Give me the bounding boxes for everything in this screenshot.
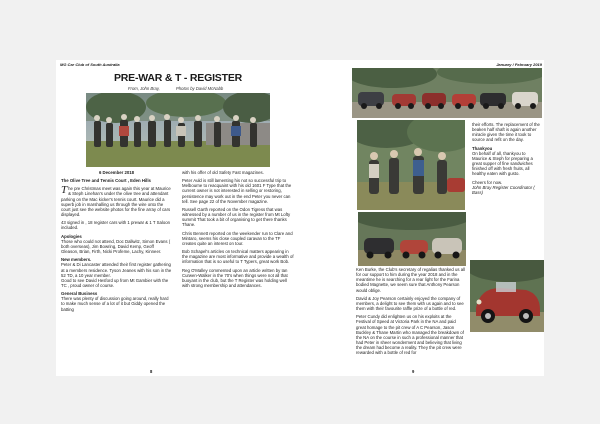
bob-schapel-text: Bob Schapel's articles on technical matters appearing in the magazine are most informative and provide a wealth of information that is so useful to T Typers, great work Bob.	[182, 249, 294, 265]
peter-auld-text: Peter Auld is still lamenting his not so successful trip to Melbourne to reacquaint with his old 1601 F Type that the current owner is not interested in selling or restoring, persistence may work out in the end Peter you never can tell. See page 22 of the November magazine.	[182, 178, 292, 204]
meeting-date: 6 December 2018	[98, 170, 135, 175]
david-joy-pearson-text: David & Joy Pearson certainly enjoyed the company of members, a delight to see them with us again and to see them with their favourite raffle prize of a bottle of red.	[356, 295, 464, 312]
page-number-left: 8	[150, 369, 153, 374]
page-number-right: 9	[412, 369, 415, 374]
members-chatting-photo	[357, 120, 465, 210]
peter-cundy-text: Peter Cundy did enlighten us on his exploits at the Festival of Speed at Victoria Park in the NA and paid great homage to the pit crew of A C Pearson, Jason Buckley & Thane Martin who managed the breakdown of the NA on the course in such a professional manner that had Peter in sheer wonderment and believing that living the dream had become a reality. They the pit crew were rewarded with a bottle of red for	[356, 314, 464, 356]
left-page	[56, 60, 300, 376]
intro-paragraph	[61, 186, 172, 217]
general-business-text: There was plenty of discussion going around, really hard to make much sense of a lot of it but Giddy opened the batting	[61, 296, 169, 312]
apologies-text: Those who could not attend, Doc Dallwitz, Simon Evans ( both overseas), Jim Bowring, David Kemp, Geoff Gleason, Brian, Firth, Nicki Profeme, Lachy, Kinneer.	[61, 238, 171, 255]
general-business-heading: General Business	[61, 291, 98, 297]
cars-under-trees-photo	[358, 212, 466, 266]
right-bottom-column	[356, 267, 466, 359]
photo-credit: Photos by David McNabb	[176, 86, 224, 91]
article-title: PRE-WAR & T - REGISTER	[113, 72, 243, 84]
half-shaft-text: their efforts. The replacement of the beaken half shaft is again another miracle given the time it took to source and refit on the day.	[472, 122, 540, 143]
right-page	[300, 60, 544, 376]
magazines-text: with his offer of old Safety Fast magazines.	[182, 170, 264, 175]
thankyou-heading: Thankyou	[472, 145, 493, 151]
welcome-back-text: Good to see David Hesford up from Mt Gambier with the TC , proud owner of course.	[61, 277, 169, 288]
author-credit: From, John Bray,	[128, 86, 160, 91]
red-vintage-car-photo	[470, 260, 544, 332]
meeting-group-photo	[86, 93, 270, 167]
left-column-2	[182, 170, 294, 291]
cheers-text: Cheers for now.	[472, 179, 503, 185]
signature-text: John Bray Register Coordinator ( Bass)	[472, 184, 535, 195]
ken-burke-text: Ken Burke, the Club's secretary of regalias thanked us all for our support to him during the year 2018 and in the meantime he is searching for a rear light for the Farina bodied Magnette, we seem sure that Anthony Pearson would oblige.	[356, 267, 466, 293]
attendance-text: 43 signed in , 18 register cars with 1 prewar & 1 T Saloon included.	[61, 220, 170, 231]
meeting-venue: The Olive Tree and Tennis Court , Eden Hills	[61, 178, 151, 184]
thankyou-text: On behalf of all, thankyou to Maurice & Steph for preparing a great supper of fine sandwiches finished off with fresh fruits, all healthy eaten with gusto.	[472, 150, 533, 177]
drop-cap: T	[61, 184, 68, 197]
new-members-heading: New members.	[61, 257, 92, 263]
chris-bennett-text: Chris Bennett reported on the weekender run to Clare and Mintaro, seems his close coupled caravan to the TF creates quite an interest on tour.	[182, 230, 293, 246]
apologies-heading: Apologies	[61, 233, 82, 239]
issue-date-header: January / February 2019	[496, 62, 542, 67]
russell-garth-text: Russell Garth reported on the Odon Tigress that was witnessed by a number of us in the register from Mt Lofty summit That took a bit of organising to get there thanks Thane.	[182, 206, 291, 228]
cars-parked-photo	[352, 68, 542, 118]
reg-omalley-text: Reg O'Malley commented upon an article written by Ian Curwen-Walker in the 70's when things were not all that buoyant in the club, but the T Register was holding well with strong membership and attendances.	[182, 267, 288, 288]
club-header: MG Car Club of South Australia	[60, 62, 120, 67]
new-members-text: Peter & Di Lancaster attended their first register gathering at a members residence. Tyson Jeanes with his son in the 52 TD, a 10 year member.	[61, 262, 172, 278]
left-column-1	[61, 170, 172, 315]
right-column	[472, 122, 540, 198]
intro-text: he pre Christmas meet was again this year at Maurice & Steph Linehan's under the olive tree and attendant parking on the Mac kicker's tennis court. Maurice did a superb job in marshalling us through the wire onto the court just see the website photos for the fine array of cars displayed.	[61, 186, 171, 218]
